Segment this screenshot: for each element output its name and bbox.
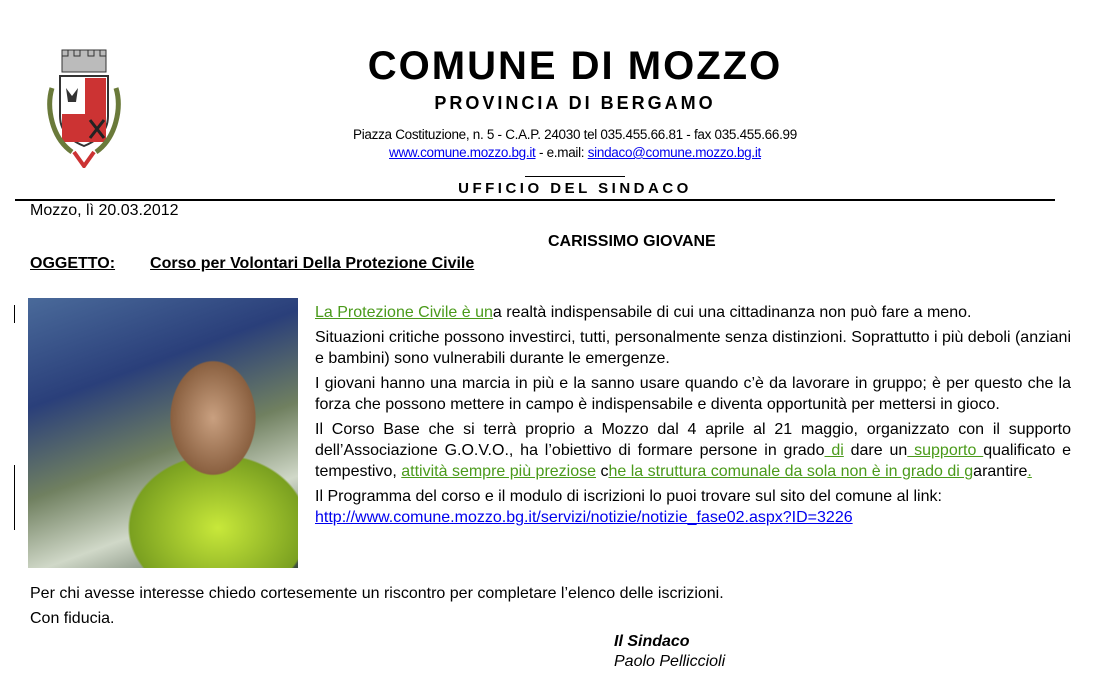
email-link[interactable]: sindaco@comune.mozzo.bg.it [587, 145, 761, 160]
header-rule [15, 199, 1055, 201]
margin-mark [14, 465, 15, 530]
municipality-title: COMUNE DI MOZZO [367, 44, 783, 88]
paragraph: Per chi avesse interesse chiedo cortesemente un riscontro per completare l’elenco delle iscrizioni. [30, 585, 724, 602]
letter-body [315, 302, 1071, 532]
closing [30, 583, 1070, 633]
paragraph [315, 419, 1071, 482]
highlighted-text: di [824, 442, 844, 459]
subject-text: Corso per Volontari Della Protezione Civile [150, 255, 475, 272]
margin-mark [14, 305, 15, 323]
website-link[interactable]: www.comune.mozzo.bg.it [389, 145, 536, 160]
text: Il Programma del corso e il modulo di iscrizioni lo puoi trovare sul sito del comune al link: [315, 488, 942, 505]
text: a realtà indispensabile di cui una cittadinanza non può fare a meno. [492, 304, 972, 321]
office-heading: UFFICIO DEL SINDACO [458, 180, 692, 197]
address-line: Piazza Costituzione, n. 5 - C.A.P. 24030 tel 035.455.66.81 - fax 035.455.66.99 [353, 127, 797, 142]
course-program-link[interactable]: http://www.comune.mozzo.bg.it/servizi/notizie/notizie_fase02.aspx?ID=3226 [315, 509, 853, 526]
highlighted-text: La Protezione Civile è un [315, 304, 493, 321]
highlighted-text: he la struttura comunale da sola non è in grado di g [608, 463, 974, 480]
signature [614, 632, 725, 672]
letter-date: Mozzo, lì 20.03.2012 [30, 202, 179, 219]
text: dare un [843, 442, 908, 459]
greeting: CARISSIMO GIOVANE [548, 233, 716, 250]
contact-links [250, 145, 900, 160]
text: c [596, 463, 609, 480]
divider [525, 176, 625, 177]
text: Il Corso Base che si terrà proprio a Mozzo dal 4 aprile al 21 maggio, organizzato con il supporto dell’Associazione G.O.V.O., ha l’obiettivo di formare persone in grado [315, 421, 1071, 459]
paragraph: I giovani hanno una marcia in più e la sanno usare quando c’è da lavorare in gruppo; è per questo che la forza che possono mettere in campo è indispensabile e diventa opportunità per mettersi in gioco. [315, 375, 1071, 413]
highlighted-text: attività sempre più preziose [401, 463, 597, 480]
signer-role: Il Sindaco [614, 633, 690, 650]
signer-name: Paolo Pelliccioli [614, 653, 726, 670]
highlighted-text: supporto [907, 442, 984, 459]
paragraph [315, 302, 1071, 323]
subject-label: OGGETTO: [30, 255, 116, 272]
text: qualificato e tempestivo, [315, 442, 1072, 480]
paragraph: Con fiducia. [30, 610, 115, 627]
text: arantire [973, 463, 1028, 480]
paragraph: Situazioni critiche possono investirci, tutti, personalmente senza distinzioni. Soprattutto i più deboli (anziani e bambini) sono vulnerabili durante le emergenze. [315, 329, 1071, 367]
paragraph [315, 486, 1071, 528]
subject-line [30, 255, 474, 273]
highlighted-text: . [1027, 463, 1032, 480]
municipal-crest-logo [40, 48, 128, 168]
civil-protection-volunteer-photo [28, 298, 298, 568]
email-label: - e.mail: [535, 145, 588, 160]
province-subtitle: PROVINCIA DI BERGAMO [434, 93, 716, 113]
